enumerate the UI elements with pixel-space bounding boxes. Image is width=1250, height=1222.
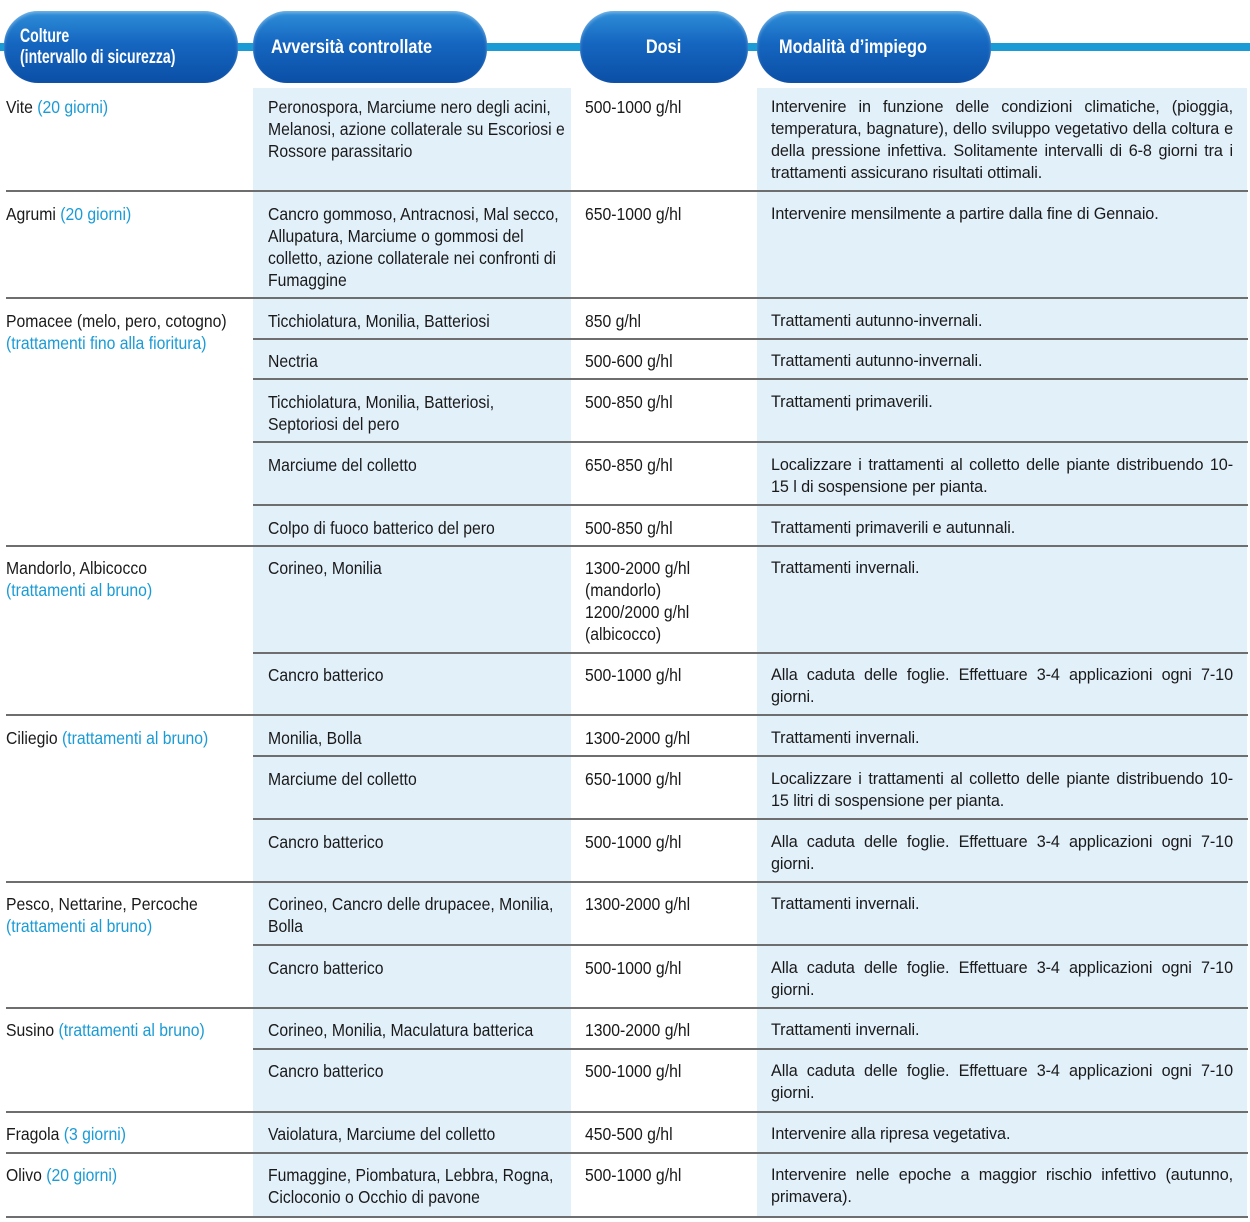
safety-interval: (20 giorni) — [37, 97, 109, 117]
row-divider — [253, 755, 1248, 757]
dose-cell — [585, 1123, 755, 1145]
dose-text: 500-1000 g/hl — [585, 832, 682, 852]
mode-text: Trattamenti autunno-invernali. — [771, 312, 983, 330]
dose-cell — [585, 957, 755, 979]
adversity-cell — [268, 350, 568, 372]
adversity-text: Peronospora, Marciume nero degli acini, Melanosi, azione collaterale su Escoriosi e Rossore parassitario — [268, 97, 565, 161]
safety-interval: (trattamenti al bruno) — [62, 728, 209, 748]
header-dosi-label: Dosi — [646, 36, 682, 58]
dose-text: 1300-2000 g/hl — [585, 728, 691, 748]
dose-text: 500-1000 g/hl — [585, 1165, 682, 1185]
mode-cell — [771, 893, 1233, 915]
dose-cell — [585, 310, 755, 332]
row-divider — [253, 1048, 1248, 1050]
adversity-cell — [268, 727, 568, 749]
mode-text: Localizzare i trattamenti al colletto delle piante distribuendo 10-15 litri di sospensione per pianta. — [771, 770, 1233, 810]
row-divider — [253, 441, 1248, 443]
adversity-text: Cancro gommoso, Antracnosi, Mal secco, Allupatura, Marciume o gommosi del colletto, azione collaterale nei confronti di Fumaggine — [268, 204, 559, 290]
adversity-text: Ticchiolatura, Monilia, Batteriosi — [268, 311, 490, 331]
dose-cell — [585, 391, 755, 413]
mode-text: Intervenire mensilmente a partire dalla fine di Gennaio. — [771, 205, 1159, 223]
crop-name: Fragola — [6, 1124, 60, 1144]
dose-text: 1300-2000 g/hl (mandorlo) 1200/2000 g/hl (albicocco) — [585, 558, 691, 644]
mode-cell — [771, 96, 1233, 184]
mode-text: Alla caduta delle foglie. Effettuare 3-4 applicazioni ogni 7-10 giorni. — [771, 1062, 1233, 1102]
mode-cell — [771, 350, 1233, 372]
mode-text: Intervenire nelle epoche a maggior rischio infettivo (autunno, primavera). — [771, 1166, 1233, 1206]
dose-text: 450-500 g/hl — [585, 1124, 673, 1144]
mode-cell — [771, 517, 1233, 539]
dose-cell — [585, 454, 755, 476]
row-divider — [253, 818, 1248, 820]
adversity-text: Corineo, Monilia, Maculatura batterica — [268, 1020, 534, 1040]
adversity-cell — [268, 96, 568, 162]
row-divider — [253, 652, 1248, 654]
dose-cell — [585, 203, 755, 225]
adversity-cell — [268, 391, 568, 435]
crop-cell — [6, 1164, 244, 1186]
adversity-cell — [268, 310, 568, 332]
mode-cell — [771, 727, 1233, 749]
row-divider — [6, 190, 1248, 192]
header-avversita-label: Avversità controllate — [271, 36, 433, 58]
mode-text: Trattamenti primaverili e autunnali. — [771, 519, 1016, 537]
dose-text: 500-1000 g/hl — [585, 97, 682, 117]
dose-text: 1300-2000 g/hl — [585, 1020, 691, 1040]
row-divider — [253, 944, 1248, 946]
dose-text: 650-1000 g/hl — [585, 204, 682, 224]
adversity-cell — [268, 203, 568, 291]
mode-cell — [771, 957, 1233, 1001]
adversity-text: Cancro batterico — [268, 832, 384, 852]
row-divider — [6, 545, 1248, 547]
dose-cell — [585, 831, 755, 853]
mode-cell — [771, 310, 1233, 332]
row-divider — [6, 1111, 1248, 1113]
safety-interval: (trattamenti al bruno) — [6, 916, 153, 936]
mode-text: Trattamenti autunno-invernali. — [771, 352, 983, 370]
dose-text: 500-600 g/hl — [585, 351, 673, 371]
crop-cell — [6, 203, 244, 225]
dose-text: 500-1000 g/hl — [585, 665, 682, 685]
row-divider — [6, 714, 1248, 716]
header-colture-line1: Colture — [20, 26, 70, 47]
dose-cell — [585, 664, 755, 686]
safety-interval: (trattamenti fino alla fioritura) — [6, 333, 207, 353]
adversity-cell — [268, 831, 568, 853]
row-divider — [6, 1152, 1248, 1154]
adversity-cell — [268, 1060, 568, 1082]
dose-text: 850 g/hl — [585, 311, 642, 331]
adversity-cell — [268, 557, 568, 579]
dose-cell — [585, 350, 755, 372]
adversity-text: Cancro batterico — [268, 665, 384, 685]
dose-cell — [585, 1164, 755, 1186]
dose-text: 500-1000 g/hl — [585, 1061, 682, 1081]
adversity-text: Corineo, Cancro delle drupacee, Monilia, Bolla — [268, 894, 554, 936]
safety-interval: (trattamenti al bruno) — [6, 580, 153, 600]
adversity-cell — [268, 893, 568, 937]
dose-cell — [585, 768, 755, 790]
crop-name: Pesco, Nettarine, Percoche — [6, 894, 198, 914]
dose-text: 650-1000 g/hl — [585, 769, 682, 789]
adversity-cell — [268, 1164, 568, 1208]
adversity-text: Ticchiolatura, Monilia, Batteriosi, Septoriosi del pero — [268, 392, 495, 434]
header-modalita — [757, 11, 991, 83]
adversity-text: Monilia, Bolla — [268, 728, 362, 748]
mode-cell — [771, 1060, 1233, 1104]
mode-text: Alla caduta delle foglie. Effettuare 3-4 applicazioni ogni 7-10 giorni. — [771, 833, 1233, 873]
row-divider — [6, 297, 1248, 299]
safety-interval: (20 giorni) — [60, 204, 132, 224]
adversity-cell — [268, 768, 568, 790]
adversity-text: Vaiolatura, Marciume del colletto — [268, 1124, 496, 1144]
crop-name: Vite — [6, 97, 33, 117]
adversity-cell — [268, 517, 568, 539]
mode-cell — [771, 557, 1233, 579]
adversity-text: Marciume del colletto — [268, 769, 417, 789]
mode-cell — [771, 1123, 1233, 1145]
crop-name: Ciliegio — [6, 728, 58, 748]
crop-cell — [6, 557, 244, 601]
adversity-text: Cancro batterico — [268, 1061, 384, 1081]
mode-text: Localizzare i trattamenti al colletto delle piante distribuendo 10-15 l di sospensione per pianta. — [771, 456, 1233, 496]
dose-cell — [585, 557, 715, 645]
mode-cell — [771, 831, 1233, 875]
adversity-cell — [268, 664, 568, 686]
crop-name: Pomacee (melo, pero, cotogno) — [6, 311, 227, 331]
crop-cell — [6, 893, 244, 937]
header-colture-line2: (intervallo di sicurezza) — [20, 47, 176, 68]
mode-cell — [771, 1164, 1233, 1208]
adversity-cell — [268, 1019, 568, 1041]
header-avversita — [253, 11, 487, 83]
dose-cell — [585, 727, 755, 749]
mode-text: Trattamenti invernali. — [771, 559, 920, 577]
adversity-cell — [268, 1123, 568, 1145]
dose-text: 500-1000 g/hl — [585, 958, 682, 978]
mode-text: Trattamenti invernali. — [771, 895, 920, 913]
safety-interval: (3 giorni) — [63, 1124, 126, 1144]
crop-name: Agrumi — [6, 204, 56, 224]
adversity-text: Cancro batterico — [268, 958, 384, 978]
row-divider — [6, 1007, 1248, 1009]
crop-cell — [6, 727, 244, 749]
adversity-text: Marciume del colletto — [268, 455, 417, 475]
mode-text: Trattamenti invernali. — [771, 729, 920, 747]
row-divider — [253, 378, 1248, 380]
row-divider — [6, 881, 1248, 883]
mode-text: Trattamenti primaverili. — [771, 393, 933, 411]
dose-cell — [585, 517, 755, 539]
header-dosi — [580, 11, 748, 83]
dose-cell — [585, 1060, 755, 1082]
row-divider — [253, 504, 1248, 506]
dose-text: 500-850 g/hl — [585, 518, 673, 538]
safety-interval: (20 giorni) — [46, 1165, 118, 1185]
adversity-text: Fumaggine, Piombatura, Lebbra, Rogna, Cicloconio o Occhio di pavone — [268, 1165, 554, 1207]
header-colture — [4, 11, 238, 83]
mode-cell — [771, 391, 1233, 413]
row-divider — [253, 338, 1248, 340]
mode-cell — [771, 454, 1233, 498]
crop-cell — [6, 1019, 244, 1041]
mode-text: Intervenire alla ripresa vegetativa. — [771, 1125, 1011, 1143]
dose-cell — [585, 893, 755, 915]
dose-cell — [585, 1019, 755, 1041]
row-divider — [6, 1216, 1248, 1218]
safety-interval: (trattamenti al bruno) — [58, 1020, 205, 1040]
header-modalita-label: Modalità d’impiego — [779, 36, 927, 58]
adversity-cell — [268, 957, 568, 979]
crop-name: Mandorlo, Albicocco — [6, 558, 147, 578]
crop-name: Susino — [6, 1020, 55, 1040]
dose-text: 650-850 g/hl — [585, 455, 673, 475]
dose-text: 500-850 g/hl — [585, 392, 673, 412]
crop-cell — [6, 1123, 244, 1145]
mode-cell — [771, 768, 1233, 812]
mode-text: Alla caduta delle foglie. Effettuare 3-4 applicazioni ogni 7-10 giorni. — [771, 959, 1233, 999]
adversity-text: Nectria — [268, 351, 318, 371]
mode-text: Alla caduta delle foglie. Effettuare 3-4 applicazioni ogni 7-10 giorni. — [771, 666, 1233, 706]
mode-text: Trattamenti invernali. — [771, 1021, 920, 1039]
dose-text: 1300-2000 g/hl — [585, 894, 691, 914]
mode-text: Intervenire in funzione delle condizioni climatiche, (pioggia, temperatura, bagnature), dello sviluppo vegetativo della coltura e della pressione infettiva. Solitamente intervalli di 6-8 giorni tra i trattamenti assicurano risultati ottimali. — [771, 98, 1233, 182]
adversity-text: Colpo di fuoco batterico del pero — [268, 518, 495, 538]
mode-cell — [771, 203, 1233, 225]
mode-cell — [771, 664, 1233, 708]
mode-cell — [771, 1019, 1233, 1041]
adversity-text: Corineo, Monilia — [268, 558, 382, 578]
dose-cell — [585, 96, 755, 118]
crop-cell — [6, 96, 244, 118]
adversity-cell — [268, 454, 568, 476]
crop-name: Olivo — [6, 1165, 42, 1185]
crop-cell — [6, 310, 244, 354]
